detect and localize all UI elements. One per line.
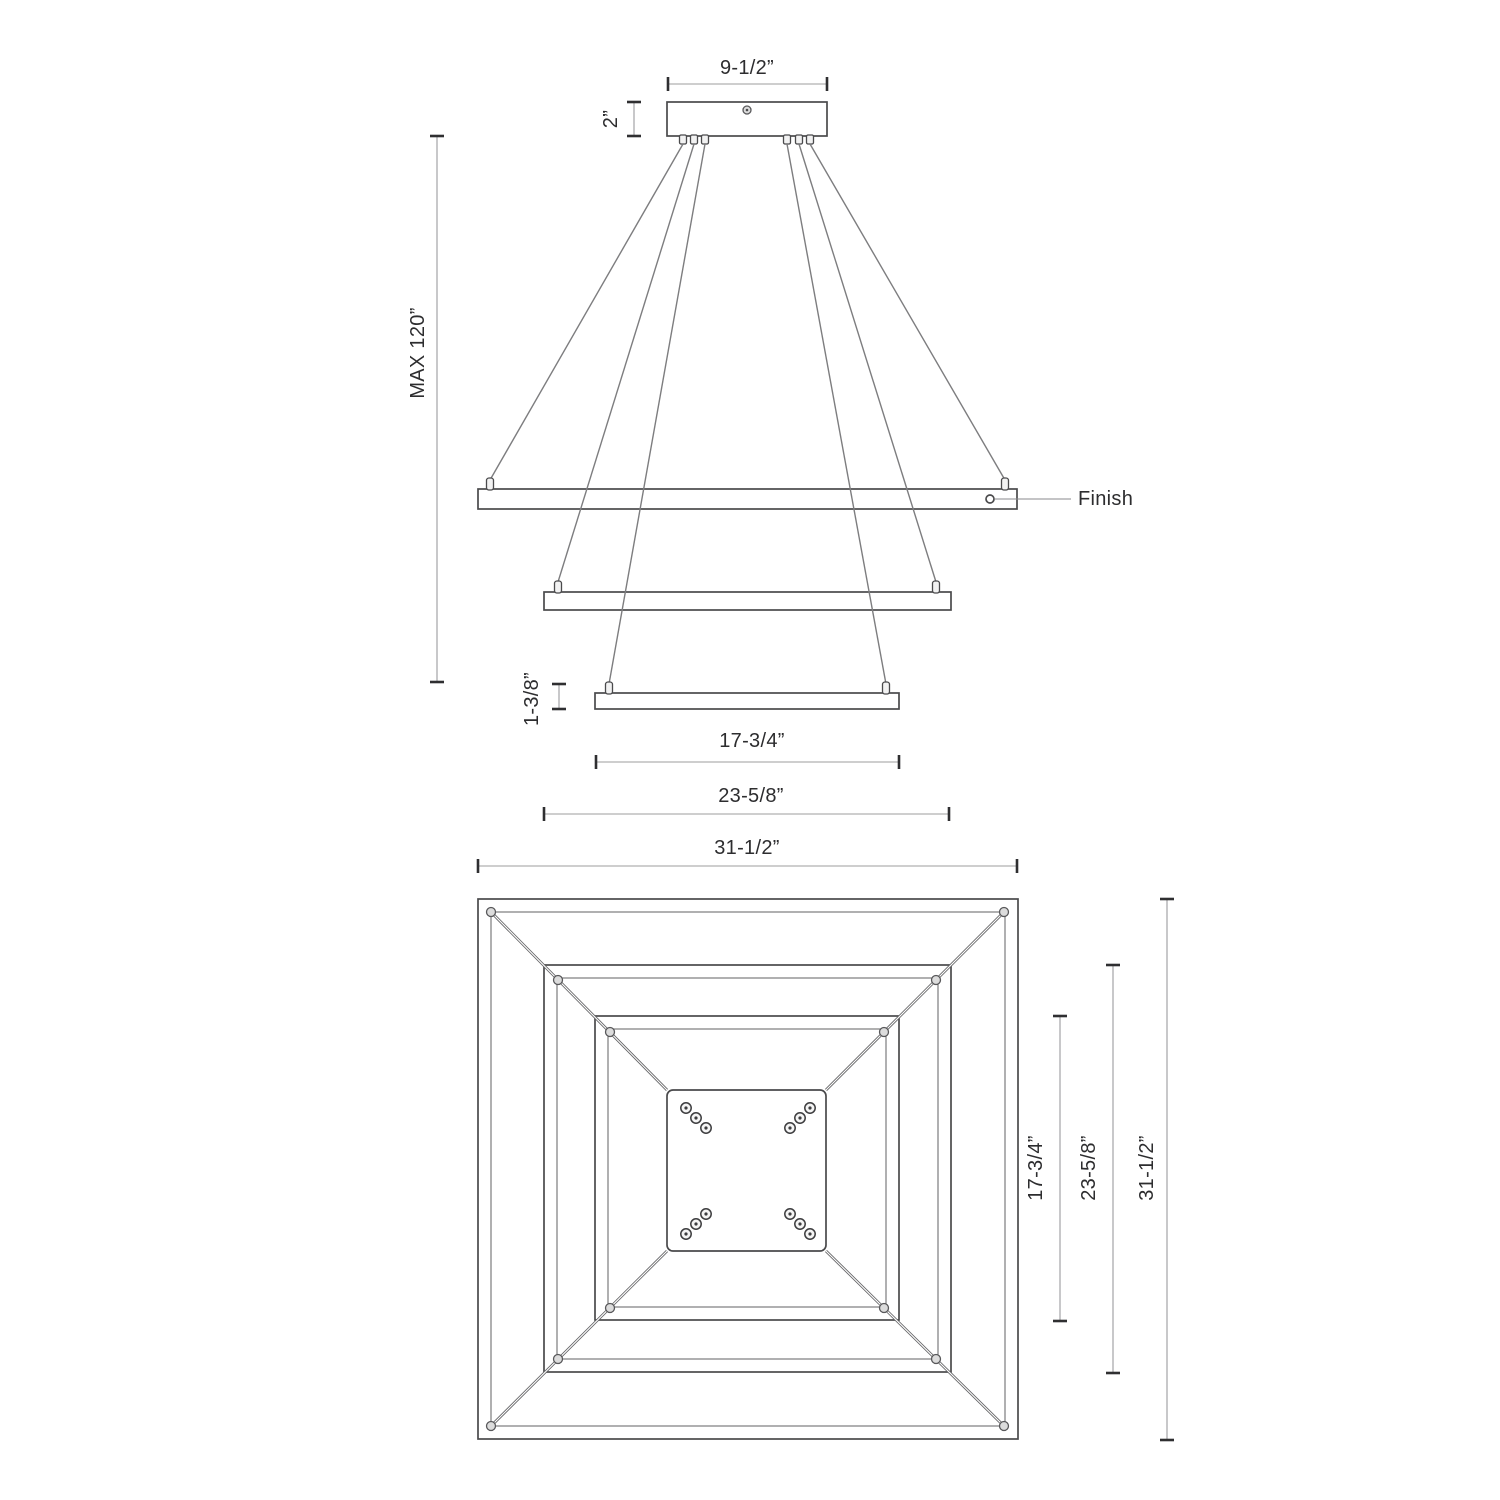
bar-height-label: 1-3/8”	[521, 671, 543, 727]
dim-tier1-width	[478, 837, 1017, 873]
corner-gripper-icon	[554, 1355, 563, 1364]
corner-gripper-icon	[1000, 1422, 1009, 1431]
suspension-cable	[799, 144, 936, 582]
finish-indicator-circle	[986, 495, 994, 503]
elevation-view	[407, 57, 1133, 873]
corner-gripper-icon	[932, 1355, 941, 1364]
corner-gripper-icon	[606, 1304, 615, 1313]
canopy	[667, 102, 827, 144]
dim-plan-tier1	[1136, 899, 1174, 1440]
corner-gripper-icon	[880, 1028, 889, 1037]
tier3-bar	[595, 693, 899, 709]
corner-gripper-icon	[554, 976, 563, 985]
corner-gripper-icon	[487, 1422, 496, 1431]
finish-label: Finish	[1078, 488, 1134, 510]
plan-canopy	[667, 1090, 826, 1251]
max-height-label: MAX 120”	[407, 307, 429, 399]
plan-view	[478, 899, 1174, 1440]
cable-fitting	[680, 135, 687, 144]
dim-max-height	[407, 136, 444, 682]
tier1-bar	[478, 489, 1017, 509]
dim-plan-tier3	[1025, 1016, 1067, 1321]
cable-gripper	[487, 478, 494, 490]
corner-gripper-icon	[606, 1028, 615, 1037]
cable-gripper	[1002, 478, 1009, 490]
tier1-width-label: 31-1/2”	[714, 837, 780, 859]
corner-gripper-icon	[880, 1304, 889, 1313]
plan-tier2-width-label: 23-5/8”	[1078, 1135, 1100, 1201]
dim-tier2-width	[544, 785, 949, 821]
dim-plan-tier2	[1078, 965, 1120, 1373]
dim-tier3-width	[596, 730, 899, 769]
dim-bar-height	[521, 672, 566, 726]
cable-gripper	[933, 581, 940, 593]
cable-fitting	[807, 135, 814, 144]
dim-canopy-width	[668, 57, 827, 91]
cable-fitting	[784, 135, 791, 144]
canopy-width-label: 9-1/2”	[719, 57, 775, 79]
canopy-height-label: 2”	[600, 109, 622, 129]
corner-gripper-icon	[1000, 908, 1009, 917]
plan-tier3-width-label: 17-3/4”	[1025, 1135, 1047, 1201]
cable-gripper	[606, 682, 613, 694]
cable-fitting	[702, 135, 709, 144]
tier3-width-label: 17-3/4”	[719, 730, 785, 752]
tier2-width-label: 23-5/8”	[718, 785, 784, 807]
cable-gripper	[883, 682, 890, 694]
cable-grippers	[487, 478, 1009, 694]
canopy-screw-dot	[746, 109, 749, 112]
cable-fitting	[796, 135, 803, 144]
cable-fitting	[691, 135, 698, 144]
plan-tier1-width-label: 31-1/2”	[1136, 1135, 1158, 1201]
corner-gripper-icon	[487, 908, 496, 917]
corner-gripper-icon	[932, 976, 941, 985]
suspension-cable	[558, 144, 694, 582]
tier2-bar	[544, 592, 951, 610]
cable-gripper	[555, 581, 562, 593]
dim-canopy-height	[600, 102, 641, 136]
